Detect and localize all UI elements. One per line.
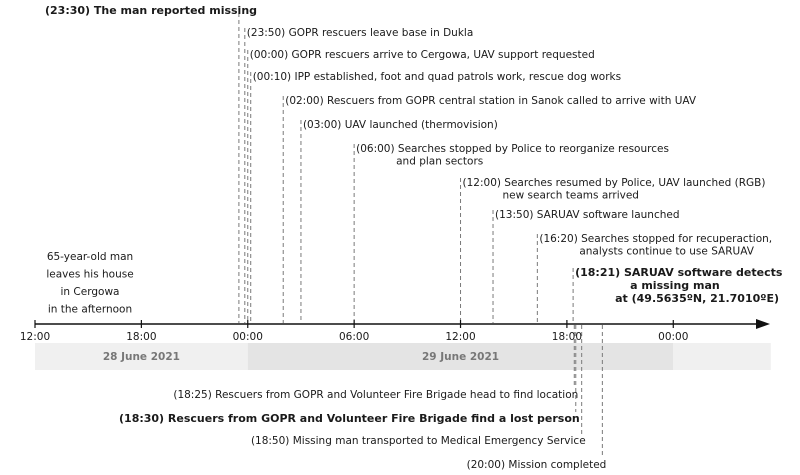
event-label: (18:50) Missing man transported to Medical Emergency Service — [250, 435, 586, 447]
pre-event-line: leaves his house — [46, 268, 134, 281]
pre-event-line: 65-year-old man — [46, 251, 134, 263]
axis-arrowhead — [756, 319, 770, 329]
event-label: (16:20) Searches stopped for recuperaction, — [539, 233, 773, 245]
events-below-axis — [119, 389, 606, 471]
axis-tick-label: 12:00 — [445, 331, 476, 343]
event-label: (13:50) SARUAV software launched — [495, 209, 680, 221]
event-label: analysts continue to use SARUAV — [579, 245, 754, 258]
event-label: (20:00) Mission completed — [466, 459, 607, 471]
event-label: (00:10) IPP established, foot and quad patrols work, rescue dog works — [252, 71, 622, 83]
event-label: (18:30) Rescuers from GOPR and Volunteer Fire Brigade find a lost person — [119, 412, 580, 425]
day-band — [673, 343, 771, 370]
axis-tick-label: 18:00 — [126, 331, 157, 343]
event-label: new search teams arrived — [502, 189, 639, 202]
event-label: (03:00) UAV launched (thermovision) — [302, 119, 498, 131]
axis-tick-label: 00:00 — [232, 331, 263, 343]
day-bands — [35, 343, 771, 370]
event-label: (12:00) Searches resumed by Police, UAV launched (RGB) — [462, 177, 766, 189]
day-band-label: 28 June 2021 — [102, 351, 180, 363]
event-label: (23:50) GOPR rescuers leave base in Dukla — [246, 27, 474, 39]
pre-event-line: in the afternoon — [47, 303, 133, 316]
axis-tick-label: 06:00 — [339, 331, 370, 343]
event-label: (02:00) Rescuers from GOPR central station in Sanok called to arrive with UAV — [285, 95, 697, 107]
pre-event-note — [46, 251, 133, 316]
time-axis — [20, 319, 770, 343]
event-label: and plan sectors — [396, 155, 484, 168]
event-label: (06:00) Searches stopped by Police to reorganize resources — [356, 143, 669, 155]
event-label: (00:00) GOPR rescuers arrive to Cergowa, UAV support requested — [249, 49, 595, 61]
axis-tick-label: 12:00 — [19, 331, 51, 343]
events-above-axis — [45, 4, 783, 305]
day-band-label: 29 June 2021 — [421, 351, 500, 363]
event-label: (18:25) Rescuers from GOPR and Volunteer Fire Brigade head to find location — [173, 389, 579, 401]
event-label: a missing man — [630, 279, 720, 292]
event-label: at (49.5635ºN, 21.7010ºE) — [615, 292, 780, 305]
event-label: (23:30) The man reported missing — [45, 4, 258, 17]
pre-event-line: in Cergowa — [60, 286, 120, 298]
axis-tick-label: 18:00 — [551, 331, 583, 343]
event-label: (18:21) SARUAV software detects — [575, 266, 783, 279]
axis-tick-label: 00:00 — [658, 331, 689, 343]
